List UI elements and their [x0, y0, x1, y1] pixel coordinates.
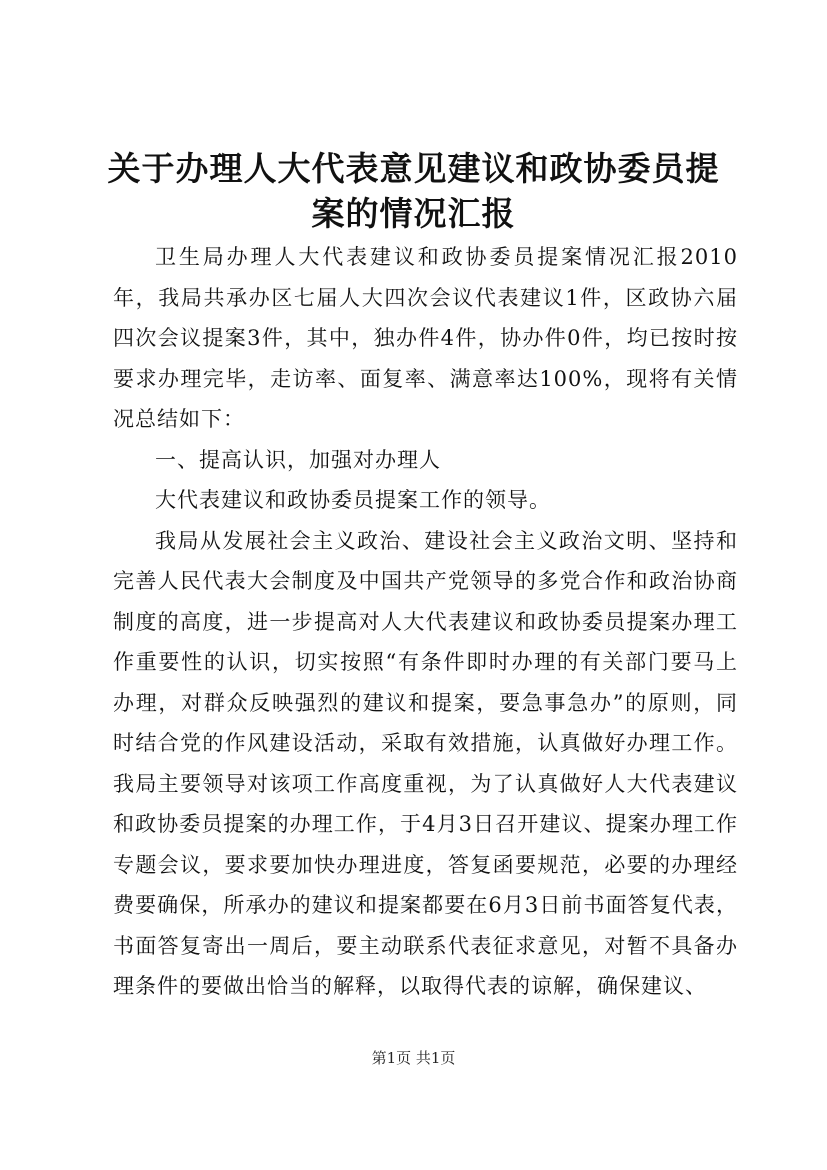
- paragraph-intro: 卫生局办理人大代表建议和政协委员提案情况汇报2010年，我局共承办区七届人大四次会议代表建议1件，区政协六届四次会议提案3件，其中，独办件4件，协办件0件，均已按时按要求办理完毕，走访率、面复率、满意率达100%，现将有关情况总结如下：: [113, 245, 738, 431]
- section-heading-1-continued: 大代表建议和政协委员提案工作的领导。: [155, 488, 551, 512]
- document-body: [113, 237, 738, 1007]
- page-number-footer: 第1页 共1页: [371, 1049, 456, 1067]
- document-title: 关于办理人大代表意见建议和政协委员提案的情况汇报: [107, 149, 720, 233]
- paragraph-main: 我局从发展社会主义政治、建设社会主义政治文明、坚持和完善人民代表大会制度及中国共产党领导的多党合作和政治协商制度的高度，进一步提高对人大代表建议和政协委员提案办理工作重要性的认识，切实按照“有条件即时办理的有关部门要马上办理，对群众反映强烈的建议和提案，要急事急办”的原则，同时结合党的作风建设活动，采取有效措施，认真做好办理工作。我局主要领导对该项工作高度重视，为了认真做好人大代表建议和政协委员提案的办理工作，于4月3日召开建议、提案办理工作专题会议，要求要加快办理进度，答复函要规范，必要的办理经费要确保，所承办的建议和提案都要在6月3日前书面答复代表，书面答复寄出一周后，要主动联系代表征求意见，对暂不具备办理条件的要做出恰当的解释，以取得代表的谅解，确保建议、: [113, 528, 738, 998]
- section-heading-1: 一、提高认识，加强对办理人: [155, 447, 441, 472]
